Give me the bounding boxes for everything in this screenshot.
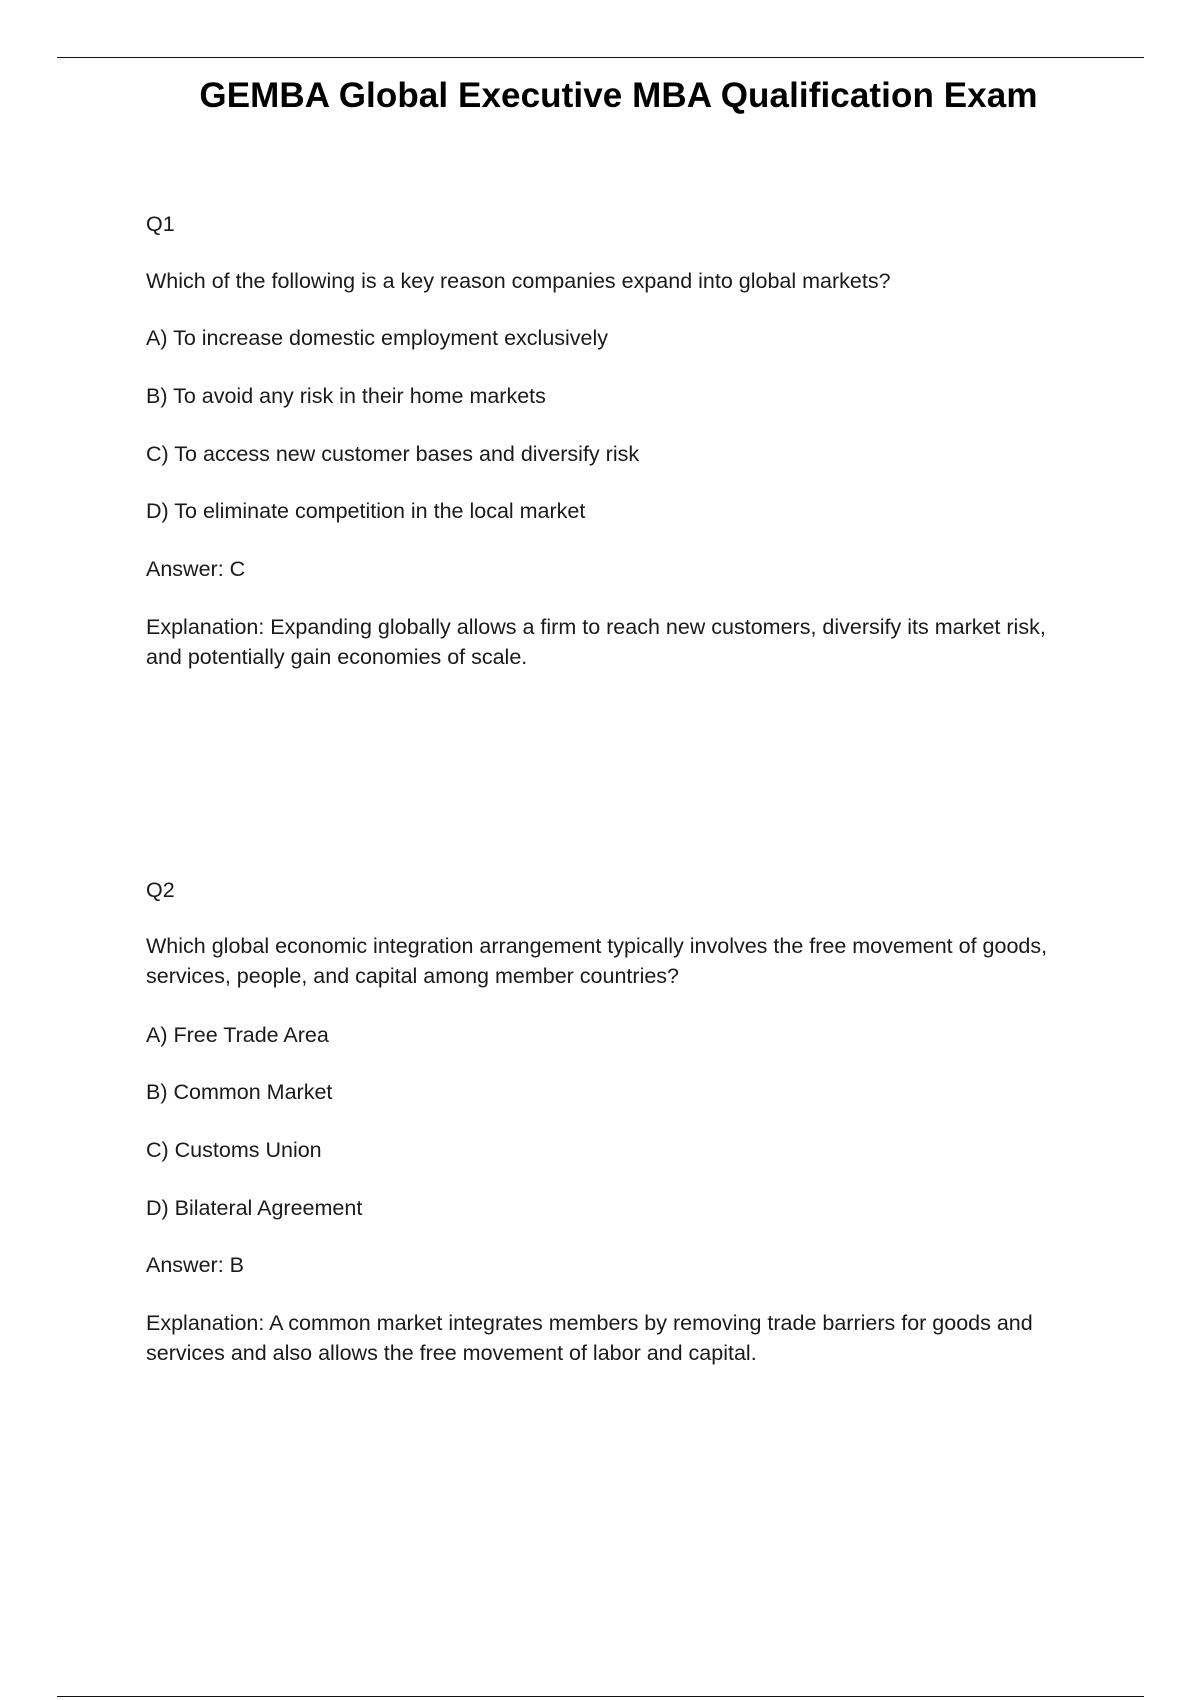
bottom-rule	[57, 1696, 1144, 1697]
question-2-text-line-1: Which global economic integration arrangement typically involves the free movement of goods,	[146, 934, 1048, 958]
question-2-explanation-line-2: services and also allows the free movement of labor and capital.	[146, 1341, 757, 1365]
question-1-explanation-line-2: and potentially gain economies of scale.	[146, 645, 528, 669]
question-1-text: Which of the following is a key reason companies expand into global markets?	[146, 269, 891, 293]
question-2-option-d: D) Bilateral Agreement	[146, 1196, 363, 1220]
page-title: GEMBA Global Executive MBA Qualification Exam	[199, 76, 1038, 115]
question-2-text-line-2: services, people, and capital among member countries?	[146, 964, 680, 988]
top-rule	[57, 57, 1144, 58]
question-1-option-c: C) To access new customer bases and diversify risk	[146, 442, 640, 466]
question-2-explanation-line-1: Explanation: A common market integrates members by removing trade barriers for goods and	[146, 1311, 1033, 1335]
question-2-text	[146, 931, 1096, 991]
question-1-answer: Answer: C	[146, 557, 246, 581]
question-1-option-a: A) To increase domestic employment exclusively	[146, 326, 609, 350]
question-1-option-b: B) To avoid any risk in their home markets	[146, 384, 546, 408]
question-1-explanation	[146, 612, 1096, 672]
question-2-option-a: A) Free Trade Area	[146, 1023, 329, 1047]
question-2-number: Q2	[146, 878, 175, 902]
question-2-option-c: C) Customs Union	[146, 1138, 322, 1162]
question-2-explanation	[146, 1308, 1096, 1368]
question-1-number: Q1	[146, 212, 175, 236]
question-1-explanation-line-1: Explanation: Expanding globally allows a firm to reach new customers, diversify its market risk,	[146, 615, 1046, 639]
question-2-option-b: B) Common Market	[146, 1080, 333, 1104]
question-1-option-d: D) To eliminate competition in the local market	[146, 499, 586, 523]
question-2-answer: Answer: B	[146, 1253, 244, 1277]
